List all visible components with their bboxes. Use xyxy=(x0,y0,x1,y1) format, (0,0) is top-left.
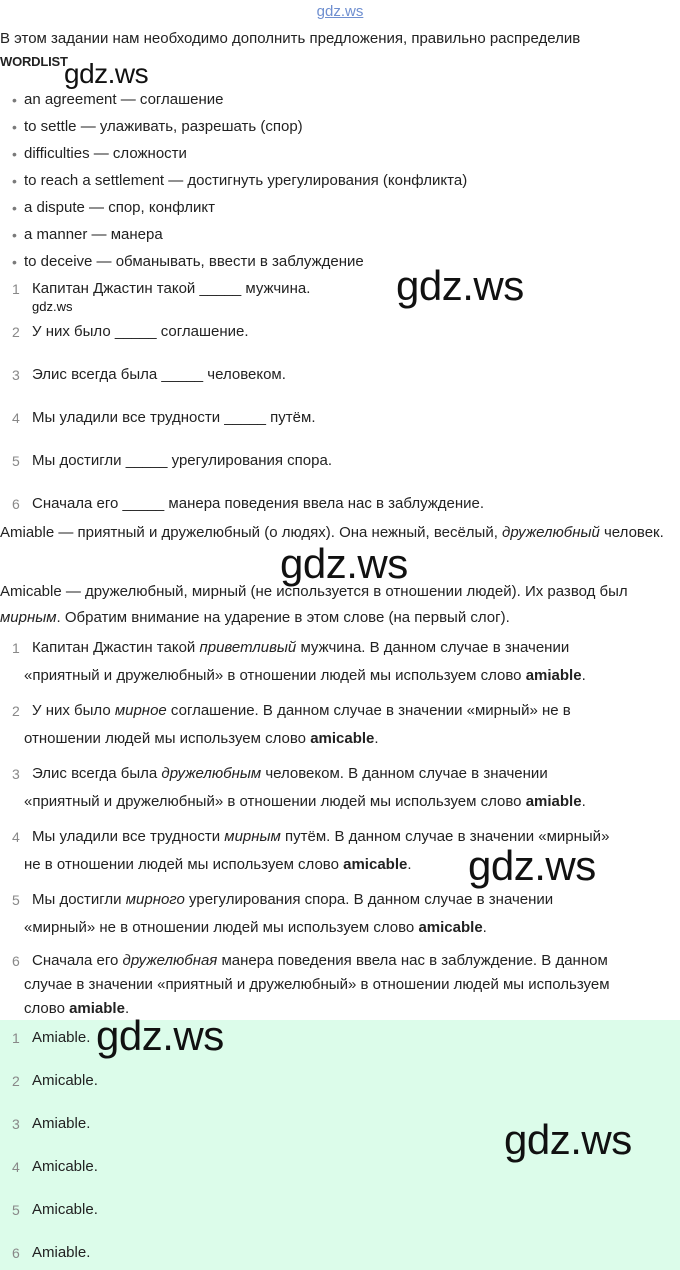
definition-amiable: Amiable — приятный и дружелюбный (о людях). Она нежный, весёлый, дружелюбный человек. xyxy=(0,524,664,541)
answer-number: 1 xyxy=(12,1030,20,1046)
question-text: Мы уладили все трудности _____ путём. xyxy=(32,409,316,426)
bullet-icon: • xyxy=(12,173,17,189)
intro-text: В этом задании нам необходимо дополнить предложения, правильно распределив xyxy=(0,30,581,47)
explanation-number: 4 xyxy=(12,829,20,845)
explanation-number: 6 xyxy=(12,953,20,969)
bullet-icon: • xyxy=(12,254,17,270)
explanation-number: 2 xyxy=(12,703,20,719)
question-number: 5 xyxy=(12,453,20,469)
watermark: gdz.ws xyxy=(504,1116,632,1163)
explanation-number: 3 xyxy=(12,766,20,782)
watermark: gdz.ws xyxy=(64,58,149,89)
wordlist-item: a dispute — спор, конфликт xyxy=(24,199,215,216)
explanation-item: 3 Элис всегда была дружелюбным человеком. В данном случае в значении «приятный и дружелюбный» в отношении людей мы используем слово amiable. xyxy=(0,760,668,816)
bullet-icon: • xyxy=(12,146,17,162)
question-text: Сначала его _____ манера поведения ввела нас в заблуждение. xyxy=(32,495,485,512)
answer-number: 4 xyxy=(12,1159,20,1175)
explanation-number: 1 xyxy=(12,640,20,656)
answer-text: Amiable. xyxy=(32,1244,91,1261)
question-text: Мы достигли _____ урегулирования спора. xyxy=(32,452,332,469)
bullet-icon: • xyxy=(12,200,17,216)
answer-text: Amicable. xyxy=(32,1158,98,1175)
wordlist-item: a manner — манера xyxy=(24,226,163,243)
answer-text: Amicable. xyxy=(32,1072,98,1089)
answer-text: Amicable. xyxy=(32,1201,98,1218)
bullet-icon: • xyxy=(12,92,17,108)
question-number: 2 xyxy=(12,324,20,340)
explanation-item: 5 Мы достигли мирного урегулирования спора. В данном случае в значении «мирный» не в отношении людей мы используем слово amicable. xyxy=(0,886,668,942)
watermark: gdz.ws xyxy=(468,842,596,889)
question-text: Капитан Джастин такой _____ мужчина. xyxy=(32,280,311,297)
answer-number: 3 xyxy=(12,1116,20,1132)
explanation-number: 5 xyxy=(12,892,20,908)
explanation-item: 2 У них было мирное соглашение. В данном случае в значении «мирный» не в отношении людей мы используем слово amicable. xyxy=(0,697,668,753)
wordlist-item: difficulties — сложности xyxy=(24,145,187,162)
explanation-item: 6 Сначала его дружелюбная манера поведения ввела нас в заблуждение. В данном случае в значении «приятный и дружелюбный» в отношении людей мы используем слово amiable. xyxy=(0,949,668,1021)
definition-amicable: Amicable — дружелюбный, мирный (не используется в отношении людей). Их развод был мирным. Обратим внимание на ударение в этом слове (на первый слог). xyxy=(0,583,628,626)
wordlist-item: to settle — улаживать, разрешать (спор) xyxy=(24,118,303,135)
answer-number: 2 xyxy=(12,1073,20,1089)
wordlist-item: an agreement — соглашение xyxy=(24,91,224,108)
bullet-icon: • xyxy=(12,227,17,243)
watermark: gdz.ws xyxy=(32,299,73,314)
question-number: 3 xyxy=(12,367,20,383)
explanation-item: 1 Капитан Джастин такой приветливый мужчина. В данном случае в значении «приятный и дружелюбный» в отношении людей мы используем слово amiable. xyxy=(0,634,668,690)
answer-number: 6 xyxy=(12,1245,20,1261)
question-number: 4 xyxy=(12,410,20,426)
wordlist-item: to deceive — обманывать, ввести в заблуждение xyxy=(24,253,364,270)
bullet-icon: • xyxy=(12,119,17,135)
wordlist-heading: WORDLIST xyxy=(0,54,68,69)
question-number: 1 xyxy=(12,281,20,297)
answer-number: 5 xyxy=(12,1202,20,1218)
question-text: У них было _____ соглашение. xyxy=(32,323,249,340)
watermark: gdz.ws xyxy=(396,262,524,309)
question-text: Элис всегда была _____ человеком. xyxy=(32,366,286,383)
watermark: gdz.ws xyxy=(96,1012,224,1059)
answer-text: Amiable. xyxy=(32,1115,91,1132)
site-link[interactable]: gdz.ws xyxy=(316,3,364,20)
explanation-item: 4 Мы уладили все трудности мирным путём. В данном случае в значении «мирный» не в отношении людей мы используем слово amicable. xyxy=(0,823,668,879)
answer-text: Amiable. xyxy=(32,1029,91,1046)
wordlist-item: to reach a settlement — достигнуть урегулирования (конфликта) xyxy=(24,172,468,189)
question-number: 6 xyxy=(12,496,20,512)
watermark: gdz.ws xyxy=(280,540,408,587)
